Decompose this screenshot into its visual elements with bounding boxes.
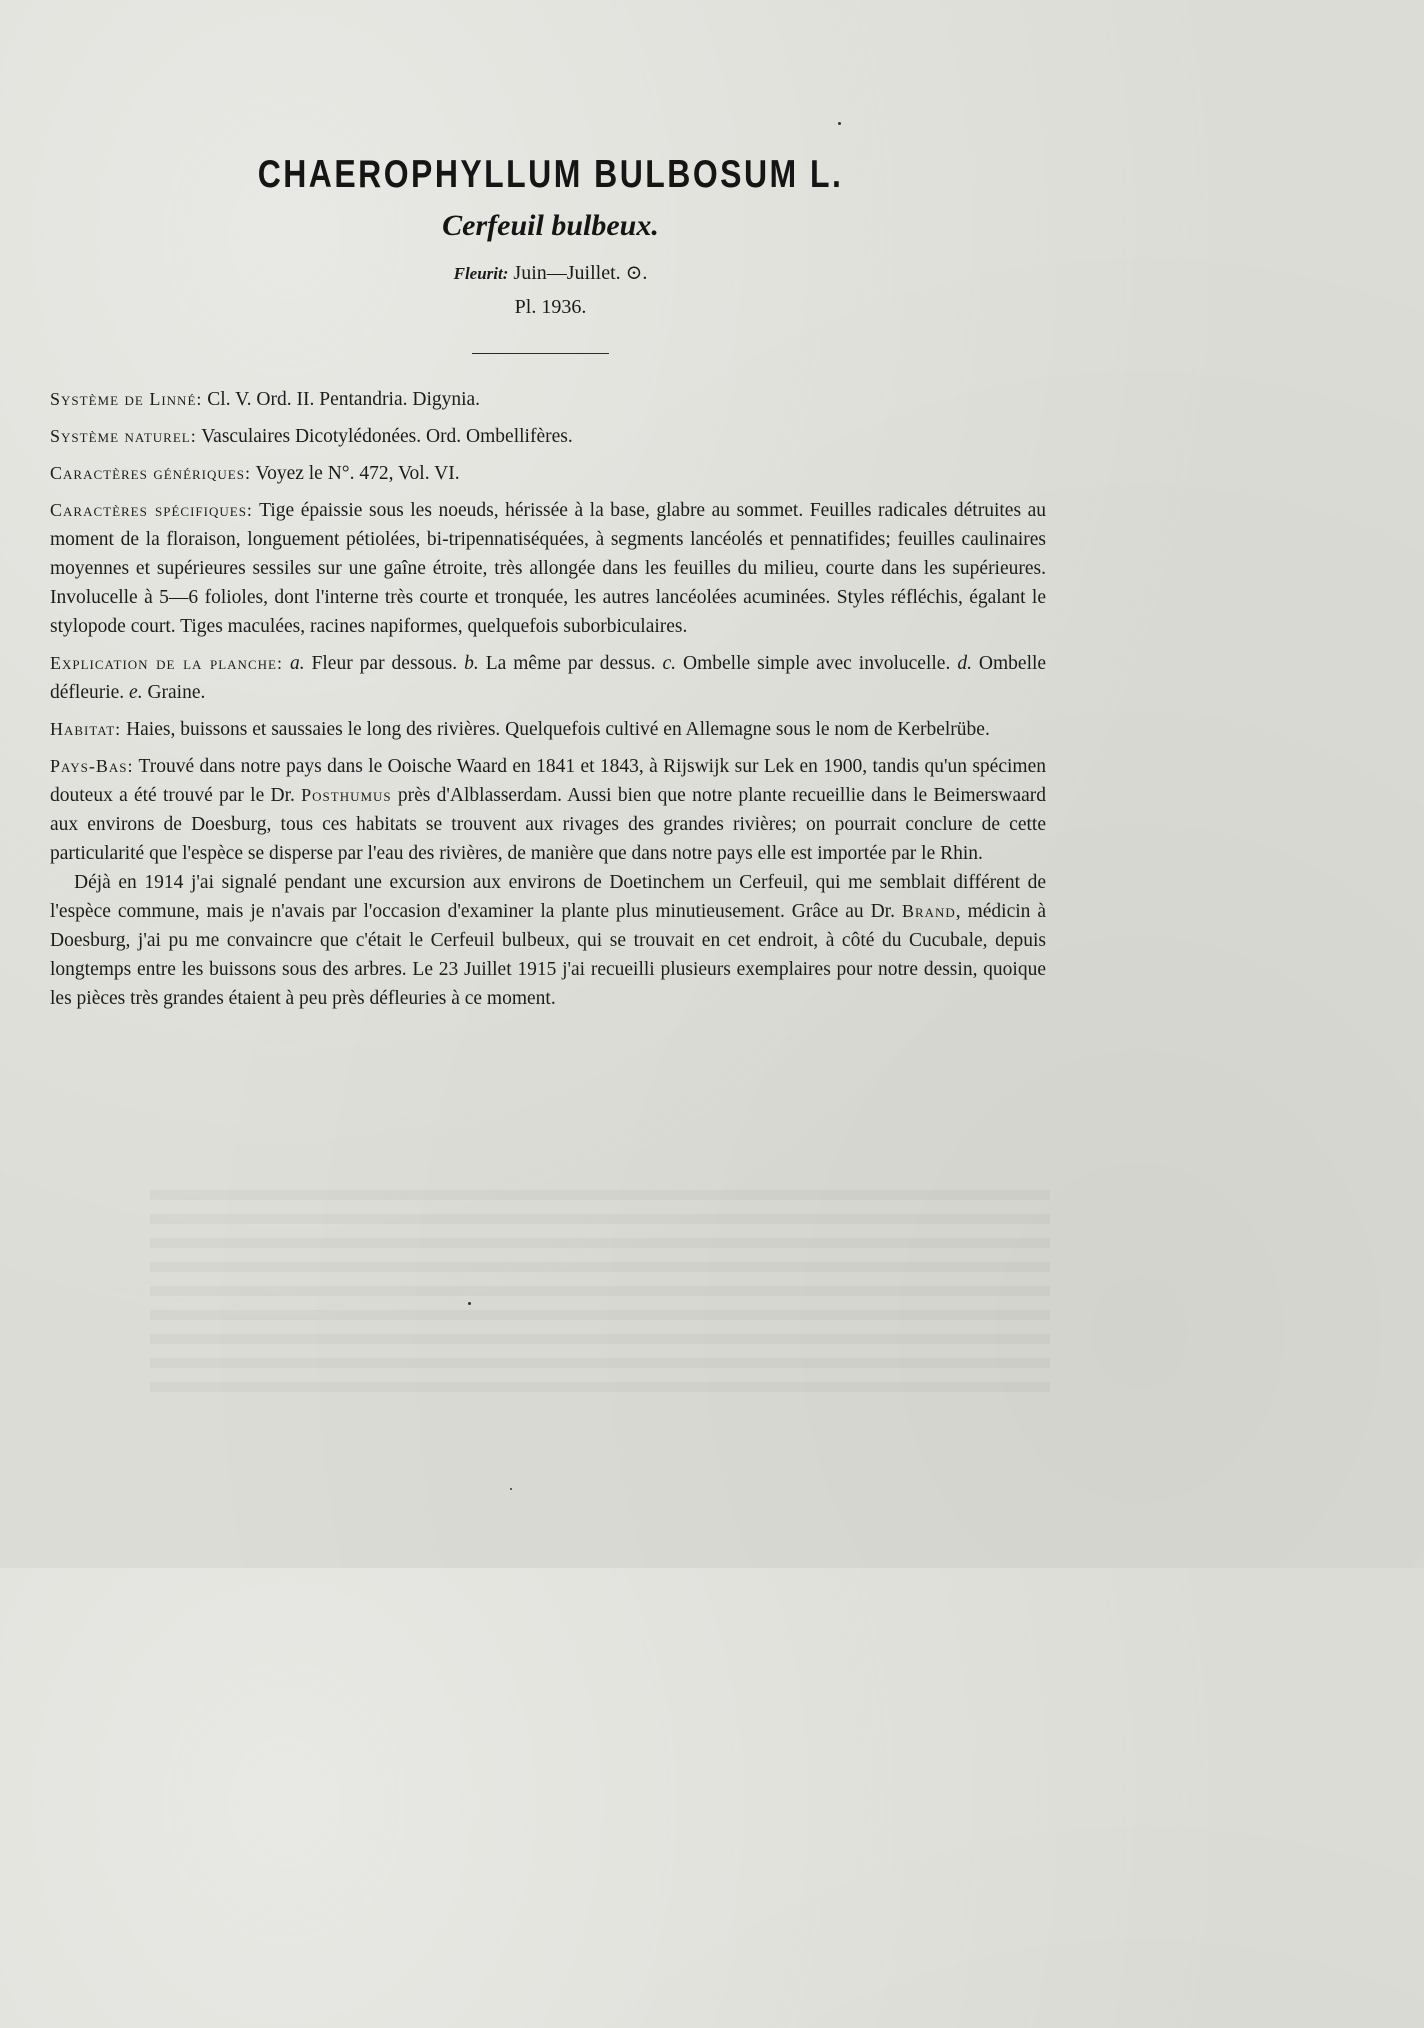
- flowering-label: Fleurit:: [453, 264, 509, 283]
- flowering-line: [0, 260, 1101, 287]
- section-explication: [50, 649, 1046, 707]
- plate-caption-d: Ombelle défleurie.: [50, 653, 1047, 703]
- page-title: CHAEROPHYLLUM BULBOSUM L.: [257, 153, 844, 196]
- paper-speck: [510, 1488, 512, 1490]
- section-label: Habitat:: [50, 719, 122, 739]
- section-text: Trouvé dans notre pays dans le Ooische Waard en 1841 et 1843, à Rijswijk sur Lek en 1900, tandis qu'un spécimen douteux a été trouvé par le Dr.: [50, 756, 1046, 806]
- page-header: [0, 150, 1101, 321]
- plate-caption-c: Ombelle simple avec involucelle.: [683, 653, 951, 674]
- plate-letter-e: e.: [129, 682, 143, 703]
- section-specifiques: [50, 496, 1046, 641]
- person-name: Posthumus: [301, 785, 392, 805]
- section-text: Déjà en 1914 j'ai signalé pendant une excursion aux environs de Doetinchem un Cerfeuil, qui me semblait différent de l'espèce commune, mais je n'avais par l'occasion d'examiner la plante plus minutieusement. Grâce au Dr.: [50, 872, 1046, 922]
- section-paysbas: [50, 752, 1046, 868]
- document-body: [50, 385, 1046, 1021]
- person-name: Brand: [901, 901, 956, 921]
- section-habitat: [50, 715, 1046, 744]
- section-text: Tige épaissie sous les noeuds, hérissée à la base, glabre au sommet. Feuilles radicales détruites au moment de la floraison, longuement pétiolées, bi-tripennatiséquées, à segments lancéolés et pennatifides; feuilles caulinaires moyennes et supérieures sessiles sur une gaîne étroite, très allongée dans les feuilles du milieu, courte dans les supérieures. Involucelle à 5—6 folioles, dont l'interne très courte et tronquée, les autres lancéolées acuminées. Styles réfléchis, égalant le stylopode court. Tiges maculées, racines napiformes, quelquefois suborbiculaires.: [50, 500, 1046, 637]
- section-label: Système de Linné:: [50, 389, 203, 409]
- section-label: Caractères génériques:: [50, 463, 251, 483]
- plate-number: Pl. 1936.: [514, 296, 587, 318]
- page-subtitle: Cerfeuil bulbeux.: [442, 209, 659, 242]
- paper-speck: [468, 1302, 471, 1305]
- plate-letter-d: d.: [957, 653, 972, 674]
- plate-caption-b: La même par dessus.: [485, 653, 656, 674]
- section-text: Cl. V. Ord. II. Pentandria. Digynia.: [207, 389, 481, 410]
- plate-caption-e: Graine.: [147, 682, 206, 703]
- section-generiques: [50, 459, 1046, 488]
- section-label: Système naturel:: [50, 426, 197, 446]
- section-text: près d'Alblasserdam. Aussi bien que notre plante recueillie dans le Beimerswaard aux environs de Doesburg, tous ces habitats se trouvent aux rivages des grandes rivières; on pourrait conclure de cette particularité que l'espèce se disperse par l'eau des rivières, de manière que dans notre pays elle est importée par le Rhin.: [50, 785, 1047, 864]
- plate-caption-a: Fleur par dessous.: [311, 653, 458, 674]
- section-text: Haies, buissons et saussaies le long des rivières. Quelquefois cultivé en Allemagne sous le nom de Kerbelrübe.: [126, 719, 990, 740]
- section-text: , médicin à Doesburg, j'ai pu me convaincre que c'était le Cerfeuil bulbeux, qui se trouvait en cet endroit, à côté du Cucubale, depuis longtemps entre les buissons sous des arbres. Le 23 Juillet 1915 j'ai recueilli plusieurs exemplaires pour notre dessin, quoique les pièces très grandes étaient à peu près défleuries à ce moment.: [50, 901, 1047, 1009]
- show-through-ghost: [150, 1190, 1050, 1400]
- section-label: Pays-Bas:: [50, 756, 134, 776]
- plate-letter-a: a.: [289, 653, 305, 674]
- plate-letter-b: b.: [464, 653, 479, 674]
- section-label: Explication de la planche:: [50, 653, 283, 673]
- section-linne: [50, 385, 1046, 414]
- flowering-value: Juin—Juillet. ⊙.: [513, 262, 648, 284]
- section-naturel: [50, 422, 1046, 451]
- plate-letter-c: c.: [662, 653, 677, 674]
- section-text: Voyez le N°. 472, Vol. VI.: [255, 463, 460, 484]
- section-label: Caractères spécifiques:: [50, 500, 253, 520]
- section-text: Vasculaires Dicotylédonées. Ord. Ombellifères.: [201, 426, 573, 447]
- section-deja: [50, 868, 1046, 1013]
- header-divider: [472, 353, 609, 354]
- paper-speck: [838, 122, 841, 125]
